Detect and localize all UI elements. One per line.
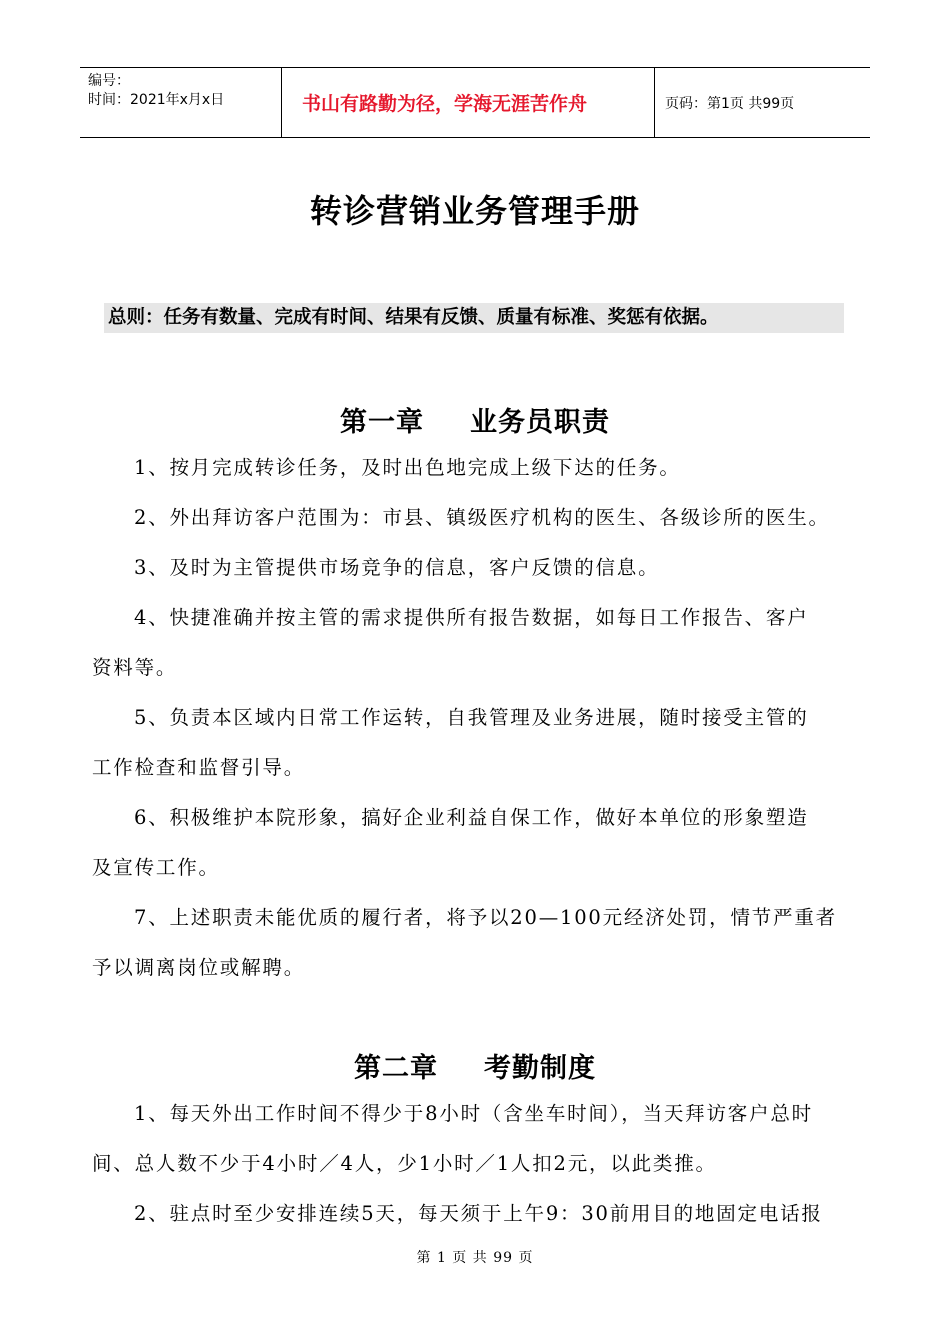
chapter-2-heading [0, 1046, 950, 1085]
paragraph-line: 及宣传工作。 [92, 856, 220, 879]
paragraph-line: 间、总人数不少于4小时／4人，少1小时／1人扣2元，以此类推。 [92, 1152, 717, 1175]
document-title: 转诊营销业务管理手册 [309, 192, 640, 230]
paragraph-line: 1、按月完成转诊任务，及时出色地完成上级下达的任务。 [134, 456, 681, 479]
chapter-1-name: 业务员职责 [470, 407, 610, 438]
number-label: 编号： [88, 73, 130, 89]
general-principle: 总则：任务有数量、完成有时间、结果有反馈、质量有标准、奖惩有依据。 [104, 303, 844, 333]
time-label: 时间：2021年x月x日 [88, 92, 225, 108]
paragraph-line: 2、外出拜访客户范围为：市县、镇级医疗机构的医生、各级诊所的医生。 [134, 506, 830, 529]
paragraph-line: 4、快捷准确并按主管的需求提供所有报告数据，如每日工作报告、客户 [134, 606, 809, 629]
paragraph-line: 1、每天外出工作时间不得少于8小时（含坐车时间），当天拜访客户总时 [134, 1102, 813, 1125]
paragraph-line: 2、驻点时至少安排连续5天，每天须于上午9：30前用目的地固定电话报 [134, 1202, 823, 1225]
page-footer: 第 1 页 共 99 页 [416, 1250, 534, 1266]
chapter-2-number: 第二章 [354, 1053, 438, 1084]
header-meta [80, 68, 281, 137]
chapter-2-name: 考勤制度 [484, 1053, 596, 1084]
chapter-1-heading [0, 400, 950, 439]
paragraph-line: 6、积极维护本院形象，搞好企业利益自保工作，做好本单位的形象塑造 [134, 806, 809, 829]
paragraph-line: 7、上述职责未能优质的履行者，将予以20—100元经济处罚，情节严重者 [134, 906, 837, 929]
chapter-1-number: 第一章 [340, 407, 424, 438]
paragraph-line: 3、及时为主管提供市场竞争的信息，客户反馈的信息。 [134, 556, 660, 579]
header-motto: 书山有路勤为径，学海无涯苦作舟 [281, 68, 655, 137]
paragraph-line: 工作检查和监督引导。 [92, 756, 306, 779]
document-header [80, 67, 870, 138]
paragraph-line: 5、负责本区域内日常工作运转，自我管理及业务进展，随时接受主管的 [134, 706, 809, 729]
paragraph-line: 予以调离岗位或解聘。 [92, 956, 306, 979]
header-page-info: 页码：第1页 共99页 [665, 95, 795, 112]
paragraph-line: 资料等。 [92, 656, 178, 679]
